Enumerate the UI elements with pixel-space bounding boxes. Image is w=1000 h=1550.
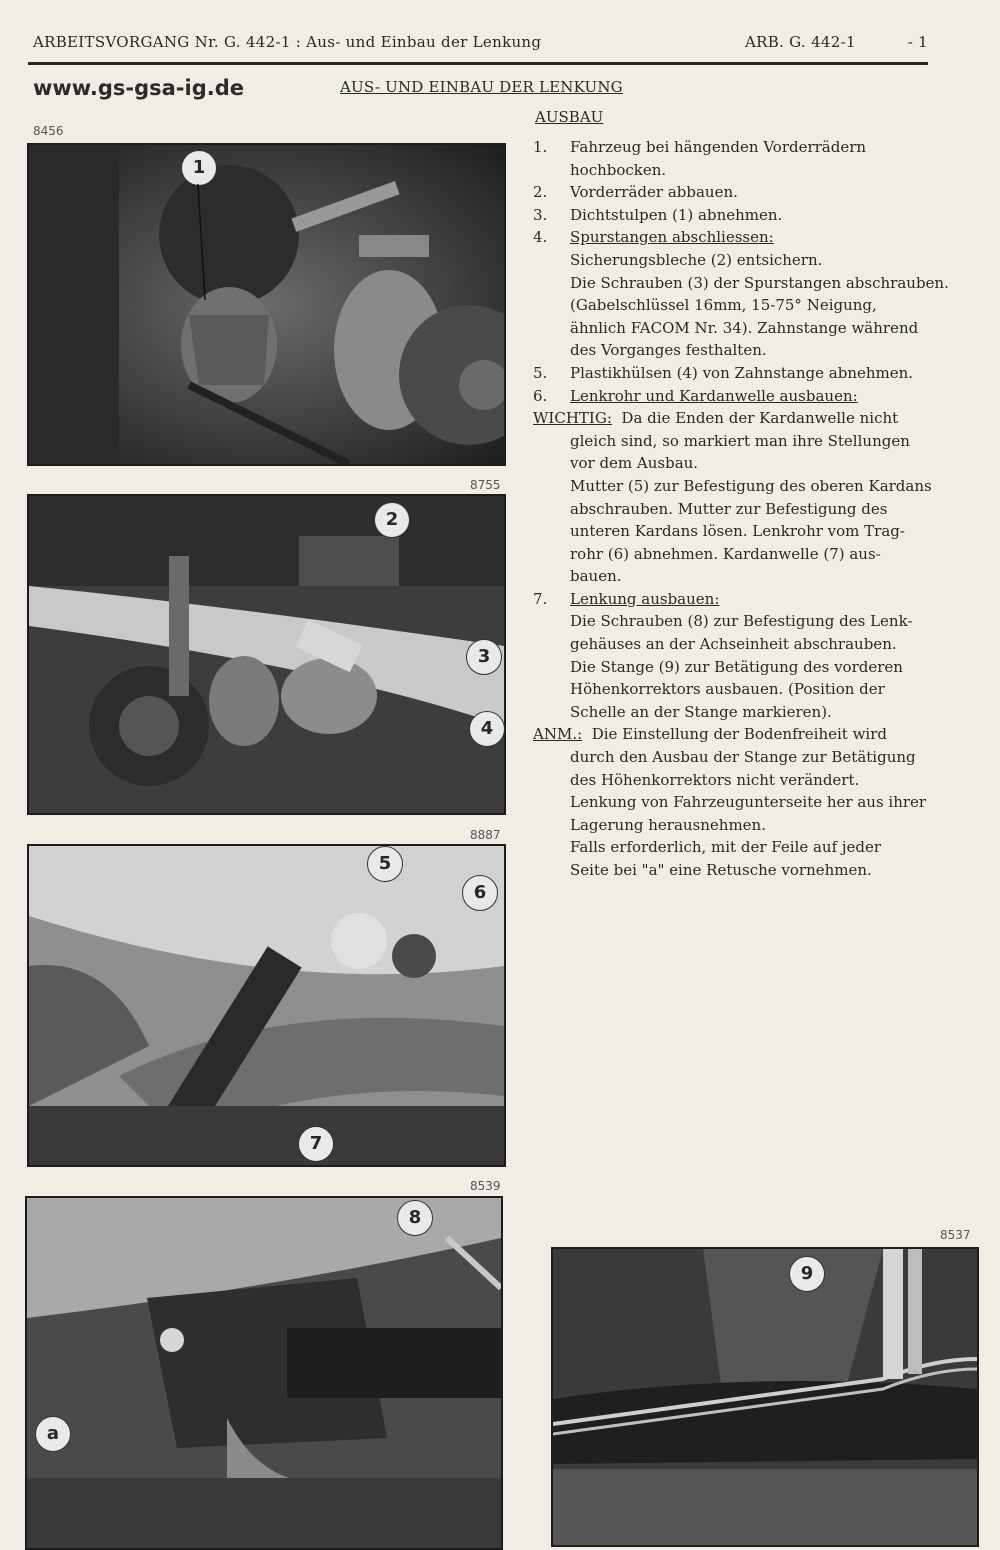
step-number: 3. — [533, 205, 548, 224]
step-text: Höhenkorrektors ausbauen. (Position der — [570, 680, 885, 699]
step-text: Die Schrauben (8) zur Befestigung des Lenk- — [570, 612, 913, 631]
step-4 — [533, 226, 953, 362]
step-number: 7. — [533, 589, 548, 608]
note-label: ANM.: — [533, 725, 583, 744]
note-text: unteren Kardans lösen. Lenkrohr vom Trag- — [570, 522, 905, 541]
callout-6: 6 — [462, 875, 498, 911]
step-text: Plastikhülsen (4) von Zahnstange abnehmen. — [570, 363, 914, 382]
remark-note — [533, 723, 953, 881]
step-text: Schelle an der Stange markieren). — [570, 702, 832, 721]
page-header — [33, 33, 928, 57]
step-5 — [533, 362, 953, 385]
photo-dust-boots — [27, 143, 506, 466]
header-rule — [28, 62, 928, 65]
note-text: Lagerung herausnehmen. — [570, 815, 766, 834]
step-text: Sicherungsbleche (2) entsichern. — [570, 250, 823, 269]
photo-steering-housing-bolts — [25, 1196, 503, 1550]
note-text: abschrauben. Mutter zur Befestigung des — [570, 499, 888, 518]
note-text: rohr (6) abnehmen. Kardanwelle (7) aus- — [570, 544, 881, 563]
step-heading: Lenkung ausbauen: — [570, 589, 720, 608]
step-text: (Gabelschlüssel 16mm, 15-75° Neigung, — [570, 296, 877, 315]
step-text: ähnlich FACOM Nr. 34). Zahnstange während — [570, 318, 919, 337]
step-text: Fahrzeug bei hängenden Vorderrädern — [570, 138, 867, 156]
step-text: Vorderräder abbauen. — [570, 183, 738, 202]
step-text: des Vorganges festhalten. — [570, 341, 767, 360]
note-text: Seite bei "a" eine Retusche vornehmen. — [570, 861, 872, 879]
note-text: bauen. — [570, 567, 622, 586]
document-title: AUS- UND EINBAU DER LENKUNG — [340, 78, 623, 96]
callout-a: a — [35, 1416, 71, 1452]
step-6 — [533, 385, 953, 408]
step-number: 1. — [533, 138, 548, 156]
note-text: Da die Enden der Kardanwelle nicht — [621, 409, 899, 428]
step-number: 4. — [533, 228, 548, 247]
note-text: gleich sind, so markiert man ihre Stellungen — [570, 431, 910, 450]
important-note — [533, 407, 953, 588]
callout-1: 1 — [181, 150, 217, 186]
note-text: Die Einstellung der Bodenfreiheit wird — [591, 725, 887, 744]
note-text: Mutter (5) zur Befestigung des oberen Kardans — [570, 476, 932, 495]
note-text: des Höhenkorrektors nicht verändert. — [570, 770, 860, 789]
step-2 — [533, 181, 953, 204]
step-text: hochbocken. — [570, 160, 667, 179]
page-number: - 1 — [907, 33, 928, 51]
step-number: 2. — [533, 183, 548, 202]
note-text: Falls erforderlich, mit der Feile auf jeder — [570, 838, 882, 857]
callout-8: 8 — [397, 1200, 433, 1236]
section-title: AUSBAU — [535, 108, 604, 126]
photo-height-corrector-rod — [551, 1247, 979, 1547]
figure-code-3: 8887 — [470, 828, 501, 842]
note-label: WICHTIG: — [533, 409, 612, 428]
step-text: Die Stange (9) zur Betätigung des vorderen — [570, 657, 903, 676]
note-text: durch den Ausbau der Stange zur Betätigung — [570, 748, 916, 767]
callout-9: 9 — [789, 1256, 825, 1292]
step-7 — [533, 588, 953, 724]
figure-code-4: 8539 — [470, 1179, 501, 1193]
instruction-steps — [533, 136, 953, 882]
step-3 — [533, 204, 953, 227]
figure-code-2: 8755 — [470, 478, 501, 492]
figure-code-5: 8537 — [940, 1228, 971, 1242]
photo-steering-shaft — [27, 844, 506, 1167]
photo-tie-rods — [27, 494, 506, 815]
callout-7: 7 — [298, 1126, 334, 1162]
header-title: ARBEITSVORGANG Nr. G. 442-1 : Aus- und Einbau der Lenkung — [33, 33, 542, 51]
step-number: 6. — [533, 386, 548, 405]
website-watermark: www.gs-gsa-ig.de — [33, 76, 244, 100]
step-number: 5. — [533, 363, 548, 382]
callout-3: 3 — [466, 639, 502, 675]
step-text: gehäuses an der Achseinheit abschrauben. — [570, 635, 897, 654]
step-1 — [533, 136, 953, 181]
header-arb-number: ARB. G. 442-1 — [745, 33, 856, 51]
callout-4: 4 — [469, 711, 505, 747]
callout-5: 5 — [367, 846, 403, 882]
step-text: Dichtstulpen (1) abnehmen. — [570, 205, 783, 224]
step-heading: Spurstangen abschliessen: — [570, 228, 774, 247]
figure-code-1: 8456 — [33, 124, 64, 138]
note-text: vor dem Ausbau. — [570, 454, 699, 473]
step-text: Die Schrauben (3) der Spurstangen abschrauben. — [570, 273, 949, 292]
note-text: Lenkung von Fahrzeugunterseite her aus ihrer — [570, 793, 927, 812]
step-heading: Lenkrohr und Kardanwelle ausbauen: — [570, 386, 858, 405]
callout-2: 2 — [374, 502, 410, 538]
